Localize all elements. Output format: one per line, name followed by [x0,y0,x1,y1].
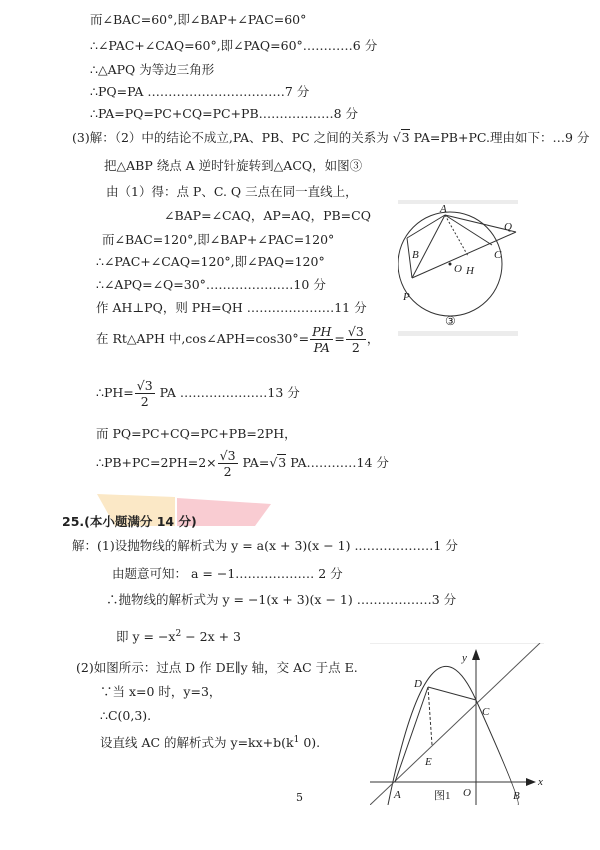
proof-line: ∴△APQ 为等边三角形 [90,62,215,77]
equals: = [334,331,345,346]
sqrt-sign: √ [136,378,145,393]
segment-ad [395,687,428,782]
ph-line [96,378,300,409]
radicand: 3 [278,455,287,470]
fraction-ph-pa [310,324,333,355]
solution-line: 由题意可知： a = −1.……………… 2 分 [112,566,343,581]
radicand: 3 [355,324,364,339]
question-25-heading: 25.(本小题满分 14 分) [62,514,197,529]
label-o: O [463,787,471,799]
label-q: Q [504,221,512,233]
proof-line: ∴PA=PQ=PC+CQ=PC+PB………………8 分 [90,106,359,121]
cos-line [96,324,379,355]
parabola [388,666,518,805]
proof-line: ∴∠PAC+∠CAQ=60°,即∠PAQ=60°…………6 分 [90,38,378,53]
sum-text-end: PA…………14 分 [290,455,389,470]
label-a: A [394,789,401,801]
proof-line: ∴∠PAC+∠CAQ=120°,即∠PAQ=120° [96,254,325,269]
solution-line: ∴C(0,3). [100,708,152,723]
proof-line: 而∠BAC=60°,即∠BAP+∠PAC=60° [90,12,307,27]
sqrt-sign: √ [219,448,228,463]
part3-text: (3)解：（2）中的结论不成立,PA、PB、PC 之间的关系为 [72,130,389,145]
figure-caption: 图1 [434,790,451,802]
radicand: 3 [401,130,410,145]
radicand: 3 [227,448,236,463]
fraction-sqrt3-2 [218,448,238,479]
denominator: PA [313,340,330,355]
sqrt-sign: √ [347,324,356,339]
comma: ， [366,331,380,346]
figure-3-circle-diagram [398,200,518,336]
figure-caption: ③ [445,314,456,328]
fraction-sqrt3-2 [346,324,366,355]
proof-line: 作 AH⊥PQ，则 PH=QH …………………11 分 [96,300,367,315]
ph-text: ∴PH= [96,385,134,400]
y-axis-arrow [472,649,480,660]
eq-text-end: − 2x + 3 [181,629,242,645]
cos-text: 在 Rt△APH 中,cos∠APH=cos30°= [96,331,310,346]
exponent: 2 [175,629,182,639]
radicand: 3 [144,378,153,393]
part3-text-end: PA=PB+PC.理由如下：…9 分 [413,130,590,145]
label-c: C [482,706,490,718]
label-o: O [454,263,462,275]
x-axis-arrow [526,778,536,786]
solution-line: ∵当 x=0 时，y=3， [100,684,222,699]
numerator: PH [312,324,332,339]
ph-text-end: PA …………………13 分 [159,385,300,400]
sqrt3 [393,130,410,146]
sum-text: ∴PB+PC=2PH=2× [96,455,217,470]
label-c: C [494,249,502,261]
label-e: E [425,756,432,768]
sqrt-sign: √ [269,455,278,470]
label-x: x [538,776,543,788]
figure-border-bottom [398,331,518,336]
label-h: H [466,265,474,277]
solution-line: ∴抛物线的解析式为 y = −1(x + 3)(x − 1) ………………3 分 [106,592,457,607]
solution-line: (2)如图所示：过点 D 作 DE∥y 轴，交 AC 于点 E. [76,660,358,675]
denominator: 2 [140,394,149,409]
label-d: D [414,678,422,690]
label-b: B [513,790,520,802]
label-p: P [403,291,410,303]
figure-border-top [398,200,518,204]
fraction-sqrt3-2 [135,378,155,409]
label-y: y [462,652,467,664]
segment-ac [445,215,492,245]
segment-ah [445,215,468,256]
sqrt-sign: √ [392,130,401,145]
center-dot [449,263,452,266]
superscript: 1 [293,735,300,745]
segment-dc [428,687,476,700]
proof-line: ∴∠APQ=∠Q=30°…………………10 分 [96,277,326,292]
sum-line [96,448,389,479]
page-number: 5 [296,791,303,804]
proof-line: 把△ABP 绕点 A 逆时针旋转到△ACQ，如图③ [104,158,363,173]
proof-line: ∴PQ=PA ……………………………7 分 [90,84,310,99]
denominator: 2 [351,340,360,355]
eq-text: 即 y = −x [116,629,176,645]
ac-text-end: 0). [299,735,321,751]
solution-line [116,626,241,645]
label-a: A [440,203,447,215]
figure-border [370,643,544,644]
denominator: 2 [223,464,232,479]
proof-line: ∠BAP=∠CAQ，AP=AQ，PB=CQ [164,208,371,223]
figure-1-parabola-diagram [370,643,544,805]
part3-heading [72,130,589,146]
ac-text: 设直线 AC 的解析式为 y=kx+b(k [100,735,294,751]
solution-line: 解：(1)设抛物线的解析式为 y = a(x + 3)(x − 1) .………………1 分 [72,538,458,553]
sqrt3 [269,448,286,478]
sum-text-mid: PA= [242,455,270,470]
proof-line: 由（1）得：点 P、C. Q 三点在同一直线上， [106,184,358,199]
proof-line: 而 PQ=PC+CQ=PC+PB=2PH， [96,426,297,441]
proof-line: 而∠BAC=120°,即∠BAP+∠PAC=120° [102,232,335,247]
segment-de [428,687,432,745]
solution-line [100,732,320,751]
label-b: B [412,249,419,261]
